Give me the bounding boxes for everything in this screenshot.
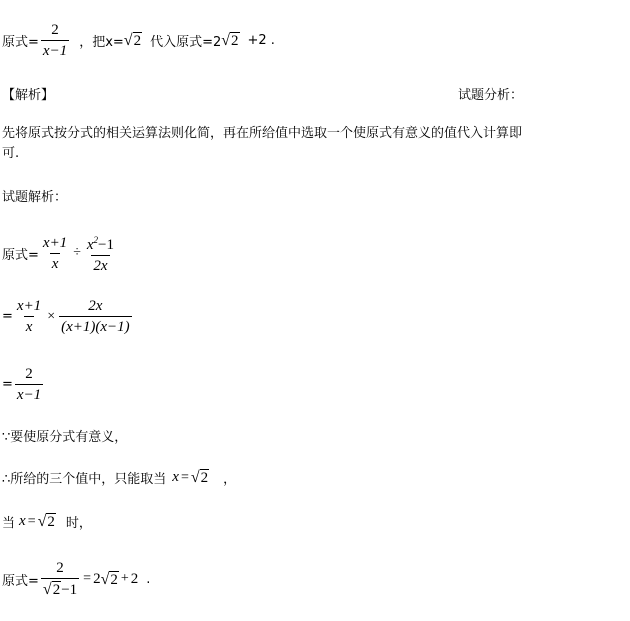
analysis-heading: 【解析】	[2, 88, 55, 103]
fraction-denominator: x−1	[15, 384, 43, 403]
sqrt-expression	[191, 469, 209, 486]
divide-operator: ÷	[73, 245, 81, 260]
sqrt-argument: 2	[47, 514, 55, 530]
final-prefix: 原式=	[2, 573, 39, 589]
fraction-denominator: x	[24, 316, 35, 335]
final-period: .	[146, 571, 151, 587]
final-line	[2, 560, 150, 598]
answer-mid-text: ，把x=	[79, 35, 124, 50]
fraction-denominator	[41, 578, 79, 598]
sqrt-expression-2	[221, 32, 239, 49]
when-tail: 时，	[65, 516, 92, 531]
answer-line	[2, 22, 275, 59]
fraction-denominator: x−1	[41, 40, 69, 59]
analysis-line-1: 先将原式按分式的相关运算法则化简，再在所给值中选取一个使原式有意义的值代入计算即	[2, 126, 523, 141]
fraction-denominator: x	[50, 253, 61, 272]
answer-fraction	[41, 22, 69, 59]
fraction-numerator: x+1	[16, 298, 42, 314]
numerator-tail: −1	[98, 237, 115, 253]
analysis-subheading: 试题分析：	[458, 88, 524, 103]
radical-icon: √	[37, 513, 47, 530]
fraction-denominator: 2x	[91, 255, 109, 274]
sqrt-argument: 2	[200, 470, 209, 486]
answer-prefix: 原式=	[2, 35, 39, 50]
fraction-numerator: 2	[25, 366, 33, 382]
radical-icon: √	[221, 32, 231, 49]
sqrt-argument: 2	[52, 582, 61, 598]
final-fraction	[41, 560, 79, 598]
fraction-numerator: 2	[51, 22, 59, 38]
step3-prefix: =	[2, 377, 13, 392]
variable-x: x	[19, 513, 26, 529]
fraction-denominator: (x+1)(x−1)	[59, 316, 132, 335]
fraction-numerator: 2	[56, 560, 64, 576]
fraction-numerator: 2x	[88, 298, 103, 314]
multiply-operator: ×	[47, 308, 56, 324]
section-header	[2, 84, 628, 103]
step-2	[2, 298, 134, 335]
step2-fraction-1	[15, 298, 43, 335]
answer-mid2-text: 代入原式=2	[150, 35, 222, 50]
sqrt-expression	[124, 32, 142, 49]
equals-sign: =	[83, 571, 92, 586]
radical-icon: √	[190, 469, 200, 486]
when-text: 当	[2, 516, 16, 531]
step2-prefix: =	[2, 309, 13, 324]
step1-fraction-1	[41, 235, 69, 272]
fraction-numerator	[85, 232, 116, 255]
numerator-base: x	[86, 237, 94, 253]
answer-tail: +2 .	[247, 33, 275, 48]
final-constant: 2	[130, 570, 139, 587]
sqrt-argument: 2	[133, 33, 142, 49]
fraction-numerator: x+1	[42, 234, 68, 251]
sqrt-expression	[43, 581, 61, 598]
sqrt-argument: 2	[110, 571, 118, 588]
radical-icon: √	[100, 570, 110, 588]
sqrt-expression	[38, 513, 56, 530]
therefore-text: ∴所给的三个值中，只能取当	[2, 472, 167, 487]
radical-icon: √	[42, 581, 52, 598]
plus-sign: +	[120, 571, 129, 586]
analysis-line-2: 可.	[2, 146, 20, 161]
step1-prefix: 原式=	[2, 247, 39, 263]
final-coefficient: 2	[93, 570, 101, 587]
step-3	[2, 366, 45, 403]
therefore-tail: ，	[223, 472, 237, 487]
denominator-tail: −1	[61, 582, 78, 598]
variable-x: x	[172, 469, 179, 485]
step2-fraction-2	[59, 298, 132, 335]
when-line	[2, 512, 92, 531]
radical-icon: √	[123, 32, 133, 49]
sqrt-argument: 2	[231, 33, 239, 49]
step-1	[2, 232, 118, 274]
equals-sign: =	[180, 469, 189, 485]
numerator-exponent: 2	[93, 235, 99, 245]
because-line: ∵要使原分式有意义，	[2, 430, 128, 445]
sqrt-expression	[101, 571, 119, 588]
solution-title: 试题解析：	[2, 190, 68, 205]
equals-sign: =	[27, 513, 36, 529]
step1-fraction-2	[85, 232, 116, 274]
step3-fraction	[15, 366, 43, 403]
therefore-line	[2, 468, 236, 487]
